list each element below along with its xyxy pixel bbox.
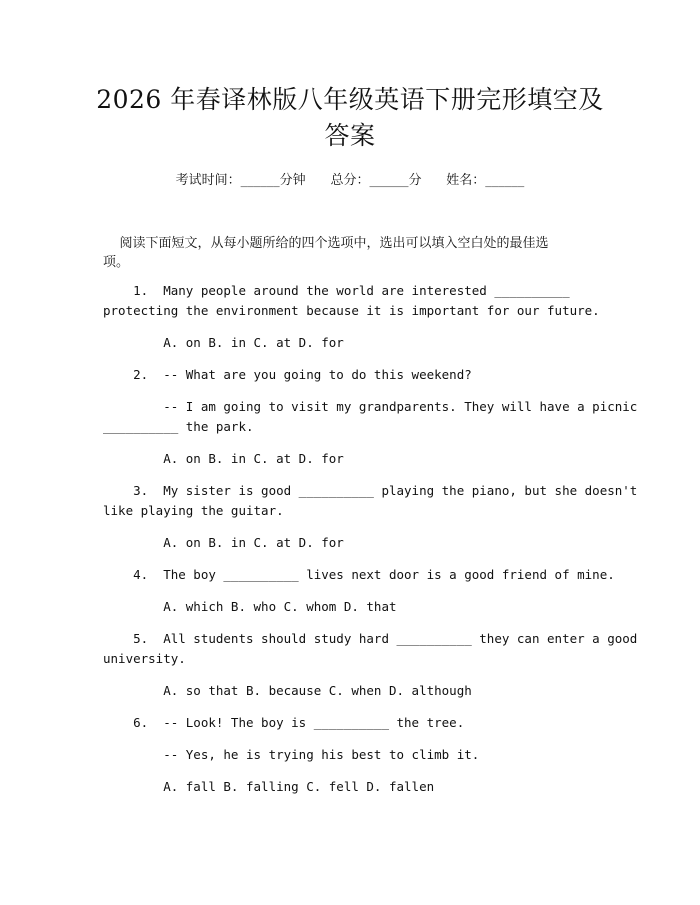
question-5-line-1: 5. All students should study hard __________ they can enter a good bbox=[103, 631, 638, 646]
question-4-options: A. which B. who C. whom D. that bbox=[103, 599, 397, 614]
question-2-options: A. on B. in C. at D. for bbox=[103, 451, 344, 466]
total-score: 总分：______分 bbox=[330, 173, 422, 188]
question-1-options: A. on B. in C. at D. for bbox=[103, 335, 344, 350]
exam-meta bbox=[0, 169, 700, 188]
title-line-2: 答案 bbox=[324, 121, 376, 150]
question-6-line-2: -- Yes, he is trying his best to climb it. bbox=[103, 747, 480, 762]
instructions-line-1: 阅读下面短文，从每小题所给的四个选项中，选出可以填入空白处的最佳选 bbox=[103, 236, 549, 251]
question-2-line-2: -- I am going to visit my grandparents. They will have a picnic bbox=[103, 399, 638, 414]
question-2-line-1: 2. -- What are you going to do this weekend? bbox=[103, 367, 472, 382]
question-4-line-1: 4. The boy __________ lives next door is a good friend of mine. bbox=[103, 567, 615, 582]
document-title bbox=[70, 82, 630, 154]
student-name: 姓名：______ bbox=[446, 173, 525, 188]
question-6-options: A. fall B. falling C. fell D. fallen bbox=[103, 779, 435, 794]
question-2-line-3: __________ the park. bbox=[103, 419, 254, 434]
instructions-line-2: 项。 bbox=[103, 255, 130, 270]
question-1-line-2: protecting the environment because it is important for our future. bbox=[103, 303, 600, 318]
question-3-options: A. on B. in C. at D. for bbox=[103, 535, 344, 550]
question-3-line-2: like playing the guitar. bbox=[103, 503, 284, 518]
question-3-line-1: 3. My sister is good __________ playing the piano, but she doesn't bbox=[103, 483, 638, 498]
question-5-line-2: university. bbox=[103, 651, 186, 666]
exam-time: 考试时间：______分钟 bbox=[175, 173, 306, 188]
question-1-line-1: 1. Many people around the world are interested __________ bbox=[103, 283, 570, 298]
question-5-options: A. so that B. because C. when D. although bbox=[103, 683, 472, 698]
question-6-line-1: 6. -- Look! The boy is __________ the tree. bbox=[103, 715, 465, 730]
title-line-1: 2026 年春译林版八年级英语下册完形填空及 bbox=[96, 85, 604, 114]
